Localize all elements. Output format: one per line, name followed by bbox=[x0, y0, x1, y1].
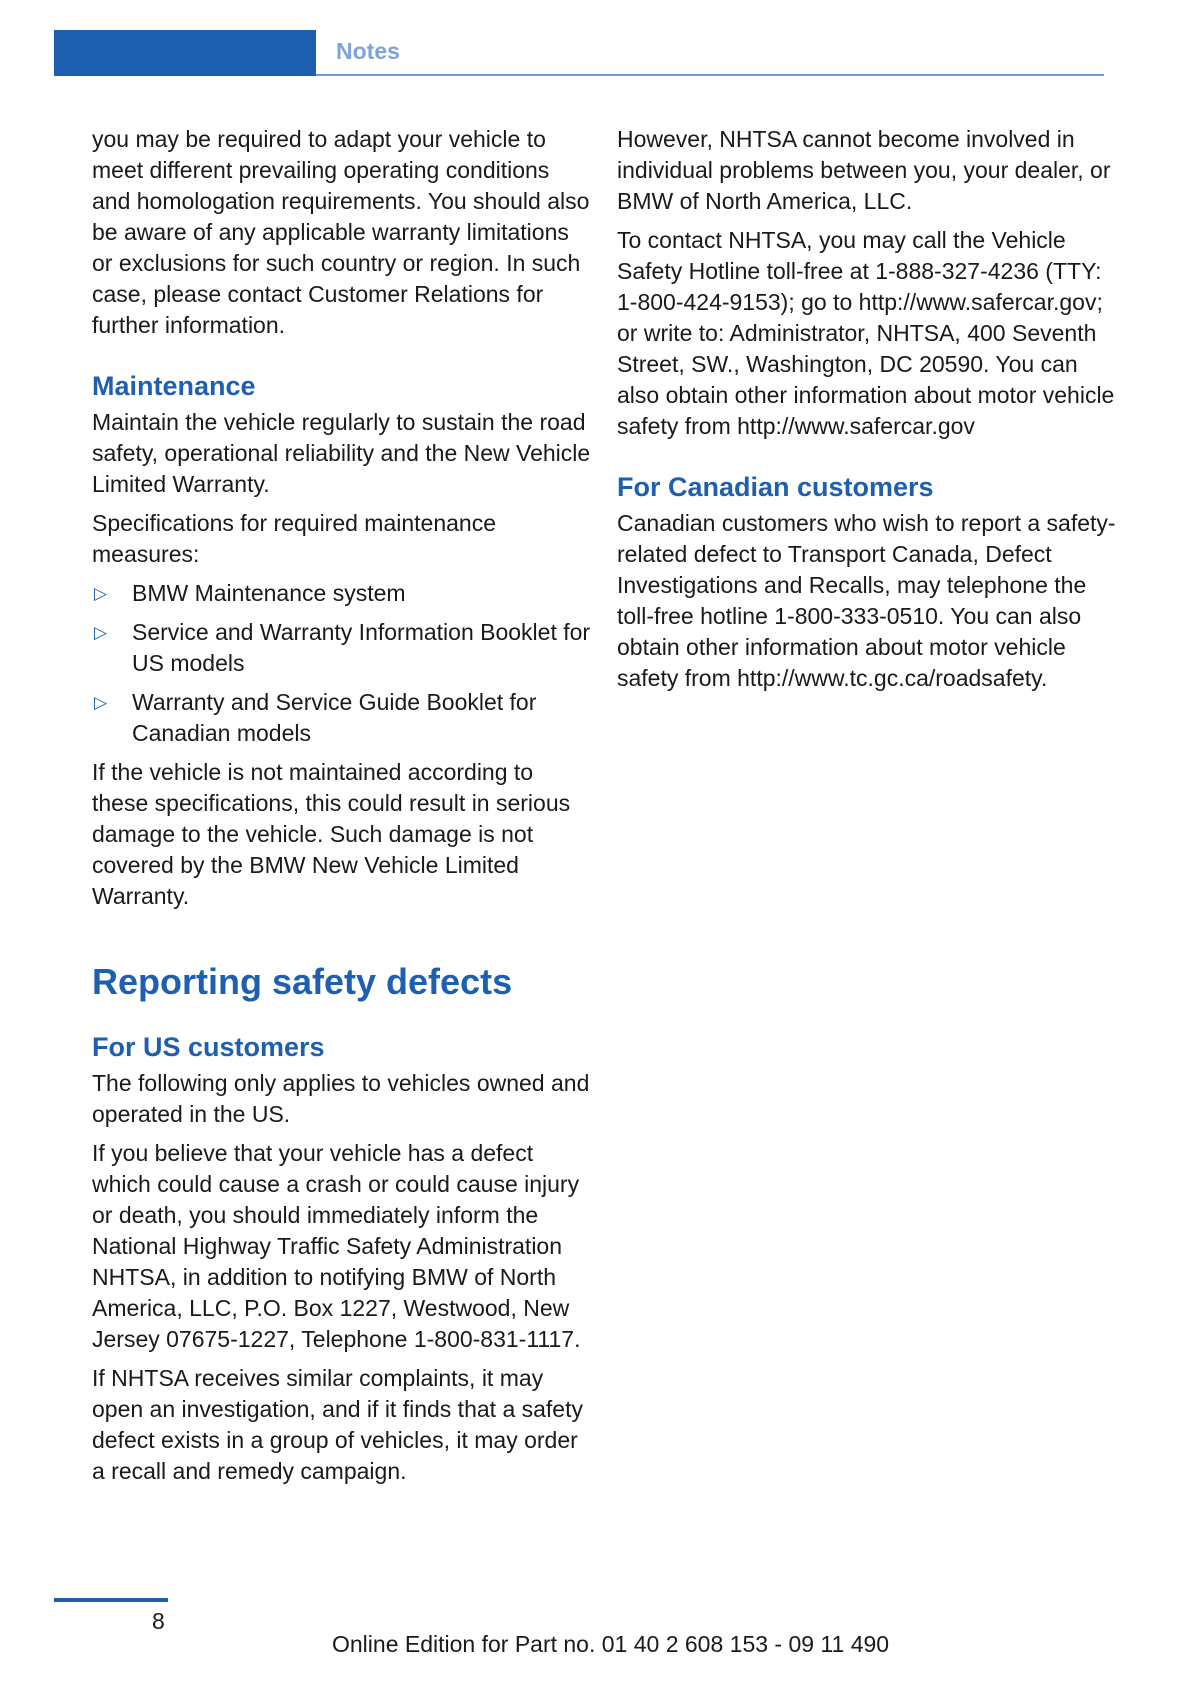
triangle-bullet-icon: ▷ bbox=[94, 623, 108, 642]
us-paragraph-2: If you believe that your vehicle has a defect which could cause a crash or could cause injury or death, you should immediately inform the National Highway Traffic Safety Administration NHTSA, in addition to notifying BMW of North America, LLC, P.O. Box 1227, Westwood, New Jersey 07675-1227, Telephone 1-800-831-1117. bbox=[92, 1140, 581, 1352]
page-title: Notes bbox=[336, 38, 400, 64]
intro-paragraph: you may be required to adapt your vehicle to meet different prevailing operating conditions and homologation requirements. You should also be aware of any applicable warranty limitations or exclusions for such country or region. In such case, please contact Customer Relations for further information. bbox=[92, 126, 590, 338]
maintenance-paragraph-3: If the vehicle is not maintained according to these specifications, this could result in serious damage to the vehicle. Such damage is not covered by the BMW New Vehicle Limited Warranty. bbox=[92, 759, 571, 909]
maintenance-paragraph-2: Specifications for required maintenance measures: bbox=[92, 510, 497, 567]
triangle-bullet-icon: ▷ bbox=[94, 693, 108, 712]
triangle-bullet-icon: ▷ bbox=[94, 584, 108, 603]
list-item bbox=[92, 687, 592, 749]
footer-rule bbox=[54, 1598, 168, 1602]
edition-note: Online Edition for Part no. 01 40 2 608 153 - 09 11 490 bbox=[332, 1631, 890, 1657]
us-customers-heading: For US customers bbox=[92, 1032, 325, 1062]
list-item-text: Service and Warranty Information Booklet for US models bbox=[132, 619, 591, 676]
page-number: 8 bbox=[152, 1608, 165, 1634]
us-paragraph-3: If NHTSA receives similar complaints, it may open an investigation, and if it finds that a safety defect exists in a group of vehicles, it may order a recall and remedy campaign. bbox=[92, 1365, 583, 1484]
left-column bbox=[92, 124, 592, 1495]
maintenance-list bbox=[92, 578, 592, 749]
maintenance-heading: Maintenance bbox=[92, 371, 256, 401]
header-rule bbox=[316, 74, 1104, 76]
list-item bbox=[92, 617, 592, 679]
nhtsa-paragraph-1: However, NHTSA cannot become involved in individual problems between you, your dealer, or BMW of North America, LLC. bbox=[617, 126, 1111, 214]
maintenance-paragraph-1: Maintain the vehicle regularly to sustain the road safety, operational reliability and the New Vehicle Limited Warranty. bbox=[92, 409, 591, 497]
list-item-text: Warranty and Service Guide Booklet for Canadian models bbox=[132, 689, 537, 746]
canada-paragraph: Canadian customers who wish to report a safety-related defect to Transport Canada, Defect Investigations and Recalls, may telephone the toll-free hotline 1-800-333-0510. You can also obtain other information about motor vehicle safety from http://www.tc.gc.ca/roadsafety. bbox=[617, 510, 1116, 691]
right-column bbox=[617, 124, 1117, 702]
us-paragraph-1: The following only applies to vehicles owned and operated in the US. bbox=[92, 1070, 590, 1127]
list-item-text: BMW Maintenance system bbox=[132, 580, 406, 606]
reporting-heading: Reporting safety defects bbox=[92, 961, 513, 1002]
nhtsa-paragraph-2: To contact NHTSA, you may call the Vehicle Safety Hotline toll-free at 1-888-327-4236 (TTY: 1-800-424-9153); go to http://www.safercar.gov; or write to: Administrator, NHTSA, 400 Seventh Street, SW., Washington, DC 20590. You can also obtain other information about motor vehicle safety from http://www.safercar.gov bbox=[617, 227, 1115, 439]
header-bar bbox=[54, 30, 316, 76]
canadian-customers-heading: For Canadian customers bbox=[617, 472, 934, 502]
list-item bbox=[92, 578, 592, 609]
